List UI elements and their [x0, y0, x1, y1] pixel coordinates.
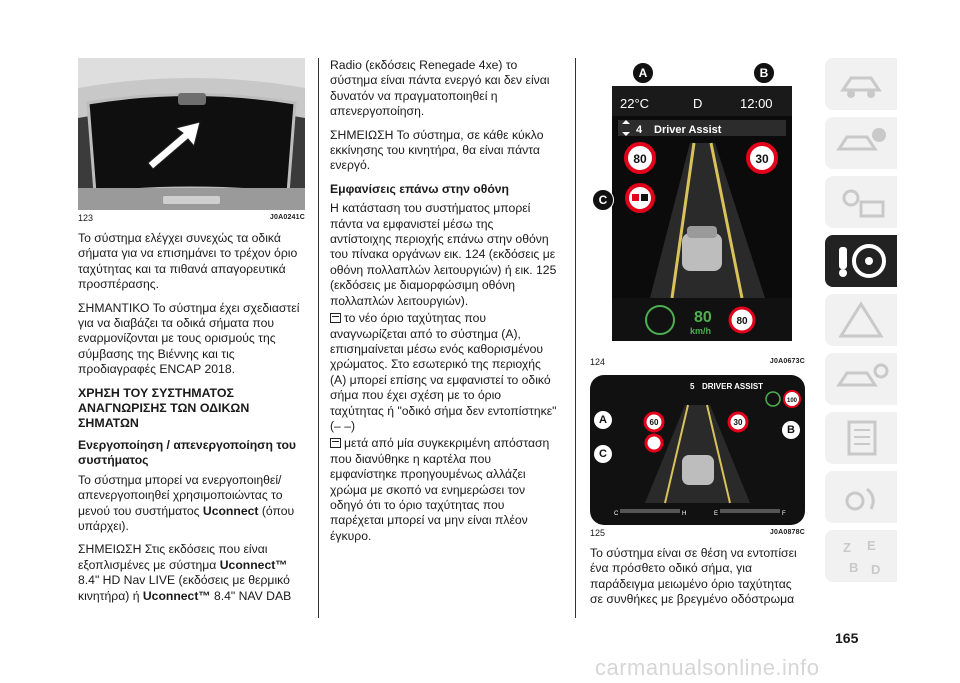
tab-starting[interactable]	[825, 176, 897, 228]
figure-125-cluster-display	[590, 375, 805, 525]
paragraph: Το σύστημα ελέγχει συνεχώς τα οδικά σήματα για να επισημάνει το τρέχον όριο ταχύτητας και τα πιθανά απαγορευτικά προσπέρασης.	[78, 231, 298, 292]
callout-label-c: C	[594, 445, 612, 463]
clock-readout: 12:00	[740, 96, 773, 111]
figure-code: J0A0673C	[769, 358, 805, 365]
paragraph-note: ΣΗΜΕΙΩΣΗ Το σύστημα, σε κάθε κύκλο εκκίνησης του κινητήρα, θα είναι πάντα ενεργό.	[330, 127, 544, 173]
display-illustration-125	[590, 375, 805, 525]
display-illustration-124	[590, 58, 805, 354]
menu-title: Driver Assist	[654, 124, 722, 136]
figure-124-caption	[590, 357, 805, 367]
car-info-icon	[825, 117, 897, 169]
paragraph: Radio (εκδόσεις Renegade 4xe) το σύστημα είναι πάντα ενεργό και δεν είναι δυνατόν να πραγματοποιηθεί η απενεργοποίηση.	[330, 58, 550, 119]
set-speed-readout: 80	[694, 309, 712, 326]
signal-icon	[825, 471, 897, 523]
temperature-readout: 22°C	[620, 96, 650, 111]
section-heading: ΧΡΗΣΗ ΤΟΥ ΣΥΣΤΗΜΑΤΟΣ ΑΝΑΓΝΩΡΙΣΗΣ ΤΩΝ ΟΔΙΚΩΝ ΣΗΜΑΤΩΝ	[78, 385, 250, 431]
watermark: carmanualsonline.info	[595, 655, 820, 680]
callout-label-b: B	[782, 421, 800, 439]
speed-sign-b: 30	[733, 418, 743, 427]
tab-emergency[interactable]	[825, 353, 897, 405]
alphabet-index-icon	[825, 530, 897, 582]
windshield-illustration	[78, 58, 305, 210]
paragraph-important: ΣΗΜΑΝΤΙΚΟ Το σύστημα έχει σχεδιαστεί για να διαβάζει τα οδικά σήματα που εναρμονίζονται με τους ορισμούς της σύμβασης της Βιέννης και τις προδιαγραφές ENCAP 2018.	[78, 300, 300, 377]
svg-text:D: D	[871, 562, 881, 577]
tab-technical[interactable]	[825, 412, 897, 464]
figure-number: 125	[590, 528, 606, 538]
car-dashboard-icon	[825, 58, 897, 110]
menu-title: DRIVER ASSIST	[702, 382, 764, 391]
bullet-icon	[330, 438, 341, 448]
bullet-item: μετά από μία συγκεκριμένη απόσταση που διανύθηκε η καρτέλα που εμφανίστηκε προηγουμένως αλλάζει χρώμα με σκοπό να ενημερώσει τον οδηγό ότι το όριο ταχύτητας που παρέχεται μπορεί να μην είναι πλέον έγκυρο.	[330, 436, 550, 543]
car-service-icon	[825, 353, 897, 405]
gear-indicator: D	[693, 96, 703, 111]
paragraph: Το σύστημα είναι σε θέση να εντοπίσει ένα πρόσθετο οδικό σήμα, για παράδειγμα μειωμένο όριο ταχύτητας σε συνθήκες με βρεγμένο οδόστρωμα	[590, 546, 797, 607]
tab-warning[interactable]	[825, 294, 897, 346]
figure-number: 123	[78, 213, 94, 223]
svg-text:B: B	[849, 560, 859, 575]
paragraph-activation: Το σύστημα μπορεί να ενεργοποιηθεί/απενεργοποιηθεί χρησιμοποιώντας το μενού του συστήματος Uconnect (όπου υπάρχει).	[78, 472, 295, 533]
fuel-gauge-full: F	[782, 511, 786, 517]
callout-label-c: C	[592, 189, 614, 211]
bullet-icon	[330, 313, 341, 323]
temp-gauge-cold: C	[614, 511, 619, 517]
column-divider-1	[318, 58, 319, 618]
callout-label-a: A	[594, 411, 612, 429]
speed-unit: km/h	[690, 326, 712, 336]
paragraph: Η κατάσταση του συστήματος μπορεί πάντα να εμφανιστεί μέσω της αντίστοιχης περιοχής επάνω στην οθόνη του πίνακα οργάνων εικ. 124 (εκδόσεις με οθόνη πολλαπλών λειτουργιών) ή εικ. 125 (εκδόσεις με διαμορφώσιμη οθόνη πολλαπλών λειτουργιών).	[330, 201, 557, 308]
menu-number: 5	[690, 382, 695, 391]
column-2	[330, 58, 558, 552]
chapter-tabs	[825, 58, 897, 589]
figure-125-caption	[590, 528, 805, 538]
column-1	[78, 58, 305, 612]
speed-sign-a: 60	[649, 418, 659, 427]
page-number: 165	[835, 630, 859, 646]
speed-sign-bottom: 80	[736, 316, 748, 327]
subsection-heading: Ενεργοποίηση / απενεργοποίηση του συστήματος	[78, 437, 296, 468]
fuel-gauge-empty: E	[714, 511, 719, 517]
svg-text:E: E	[867, 538, 876, 553]
svg-text:Z: Z	[843, 540, 851, 555]
figure-124-cluster-display	[590, 58, 805, 354]
figure-code: J0A0878C	[769, 529, 805, 536]
bullet-item: το νέο όριο ταχύτητας που αναγνωρίζεται από το σύστημα (A), επισημαίνεται μέσω ενός καθορισμένου χρώματος. Στο εσωτερικό της περιοχής (A) μπορεί επίσης να εμφανιστεί το οδικό σήμα που έχει σχέση με το όριο ταχύτητας ή "οδικό σήμα δεν εντοπίστηκε" (– –)	[330, 311, 557, 433]
figure-123-windshield	[78, 58, 305, 210]
tab-multimedia[interactable]	[825, 471, 897, 523]
steering-wheel-icon	[825, 235, 897, 287]
speed-sign-top: 100	[786, 398, 798, 404]
tab-index[interactable]	[825, 530, 897, 582]
figure-code: J0A0241C	[269, 214, 305, 221]
speed-sign-right: 30	[755, 152, 769, 166]
paragraph-note: ΣΗΜΕΙΩΣΗ Στις εκδόσεις που είναι εξοπλισμένες με σύστημα Uconnect™ 8.4" HD Nav LIVE (εκδόσεις με θερμικό κινητήρα) ή Uconnect™ 8.4" NAV DAB	[78, 542, 292, 603]
callout-label-b: B	[753, 62, 775, 84]
tab-dashboard[interactable]	[825, 58, 897, 110]
callout-label-a: A	[632, 62, 654, 84]
sun-envelope-icon	[825, 176, 897, 228]
tab-driving[interactable]	[825, 235, 897, 287]
tab-safety[interactable]	[825, 117, 897, 169]
column-3	[590, 58, 805, 616]
checklist-icon	[825, 412, 897, 464]
figure-123-caption	[78, 213, 305, 223]
warning-triangle-icon	[825, 294, 897, 346]
speed-sign-left: 80	[633, 152, 647, 166]
figure-number: 124	[590, 357, 606, 367]
section-heading: Εμφανίσεις επάνω στην οθόνη	[330, 181, 510, 196]
temp-gauge-hot: H	[682, 511, 687, 517]
menu-number: 4	[636, 124, 643, 136]
column-divider-2	[575, 58, 576, 618]
